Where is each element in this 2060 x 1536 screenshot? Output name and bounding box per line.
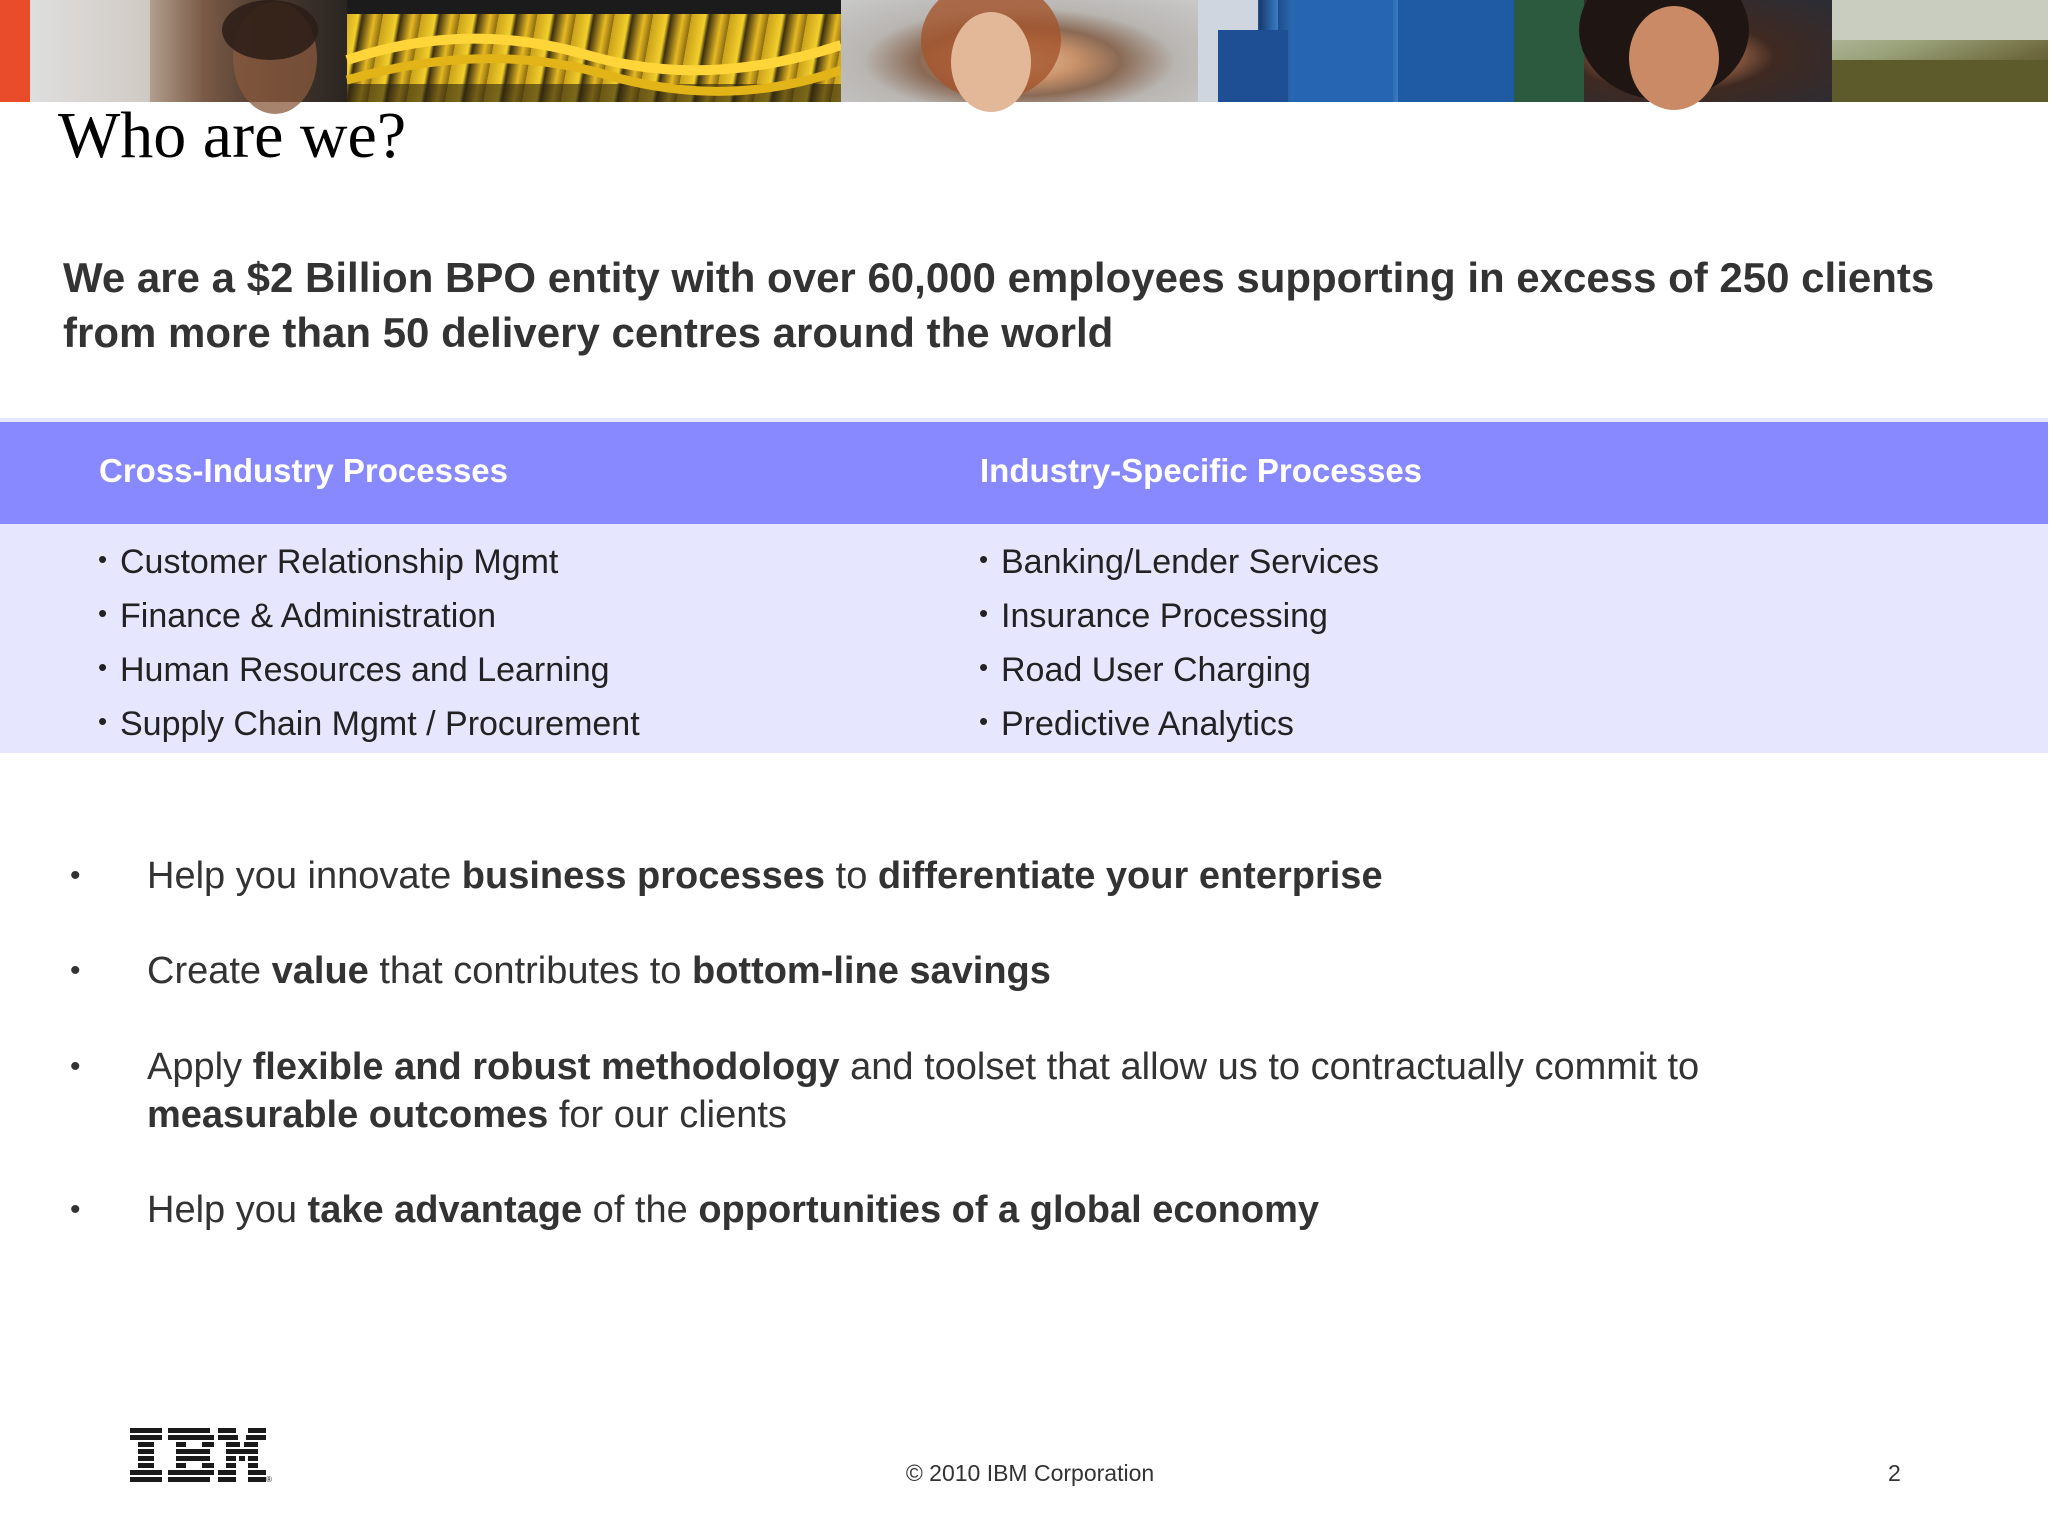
text-run-bold: flexible and robust methodology: [252, 1046, 840, 1088]
bullet-icon: •: [98, 706, 108, 736]
text-run-bold: differentiate your enterprise: [877, 855, 1383, 897]
text-run-bold: opportunities of a global economy: [698, 1189, 1320, 1231]
list-item: [98, 648, 640, 702]
irrigation-field-photo: [1832, 0, 2048, 102]
accent-stripe: [0, 0, 30, 102]
value-point-text: [147, 852, 1907, 900]
bullet-icon: •: [70, 1193, 81, 1226]
bullet-icon: •: [979, 706, 989, 736]
lead-statement: We are a $2 Billion BPO entity with over 60,000 employees supporting in excess of 250 clients from more than 50 delivery centres around the world: [63, 254, 1935, 356]
list-item-label: Finance & Administration: [120, 597, 497, 635]
bullet-icon: •: [70, 859, 81, 892]
cross-industry-heading: Cross-Industry Processes: [99, 452, 509, 489]
text-run: to: [825, 855, 878, 897]
text-run-bold: value: [271, 950, 369, 992]
text-run: that contributes to: [368, 950, 692, 992]
bullet-icon: •: [98, 652, 108, 682]
svg-text:®: ®: [266, 1475, 272, 1484]
cross-industry-list: [98, 540, 640, 756]
text-run-bold: bottom-line savings: [691, 950, 1051, 992]
page-number: 2: [1888, 1460, 1901, 1486]
woman-photo: [1514, 0, 1832, 102]
text-run: Apply: [147, 1046, 253, 1088]
woman-photo: [841, 0, 1198, 102]
bullet-icon: •: [979, 652, 989, 682]
list-item: [979, 702, 1379, 756]
industry-specific-heading: Industry-Specific Processes: [980, 452, 1423, 489]
list-item-label: Banking/Lender Services: [1001, 543, 1380, 581]
bullet-icon: •: [979, 598, 989, 628]
list-item-label: Predictive Analytics: [1001, 705, 1294, 743]
list-item: [979, 648, 1379, 702]
woman-photo: [30, 0, 347, 102]
list-item-label: Road User Charging: [1001, 651, 1311, 689]
value-point-text: [147, 1043, 1907, 1139]
list-item-label: Customer Relationship Mgmt: [120, 543, 559, 581]
text-run: Create: [147, 950, 272, 992]
list-item-label: Human Resources and Learning: [120, 651, 610, 689]
value-point-text: [147, 1186, 1907, 1234]
industry-specific-list: [979, 540, 1379, 756]
list-item: [98, 594, 640, 648]
list-item-label: Supply Chain Mgmt / Procurement: [120, 705, 640, 743]
list-item: [98, 540, 640, 594]
list-item: [979, 540, 1379, 594]
yellow-cables-photo: [347, 0, 841, 102]
list-item: [979, 594, 1379, 648]
list-item: [98, 702, 640, 756]
bullet-icon: •: [70, 1050, 81, 1083]
shipping-containers-photo: [1198, 0, 1514, 102]
photo-banner: [0, 0, 2048, 102]
slide-title: Who are we?: [58, 99, 407, 172]
list-item-label: Insurance Processing: [1001, 597, 1328, 635]
text-run: of the: [582, 1189, 699, 1231]
text-run-bold: take advantage: [307, 1189, 583, 1231]
text-run-bold: business processes: [461, 855, 826, 897]
bullet-icon: •: [98, 544, 108, 574]
value-point-text: [147, 947, 1907, 995]
bullet-icon: •: [70, 954, 81, 987]
copyright-notice: © 2010 IBM Corporation: [905, 1460, 1155, 1486]
text-run: Help you: [147, 1189, 308, 1231]
text-run: for our clients: [548, 1094, 787, 1136]
text-run: and toolset that allow us to contractually commit to: [839, 1046, 1700, 1088]
text-run-bold: measurable outcomes: [147, 1094, 549, 1136]
bullet-icon: •: [98, 598, 108, 628]
bullet-icon: •: [979, 544, 989, 574]
text-run: Help you innovate: [147, 855, 462, 897]
